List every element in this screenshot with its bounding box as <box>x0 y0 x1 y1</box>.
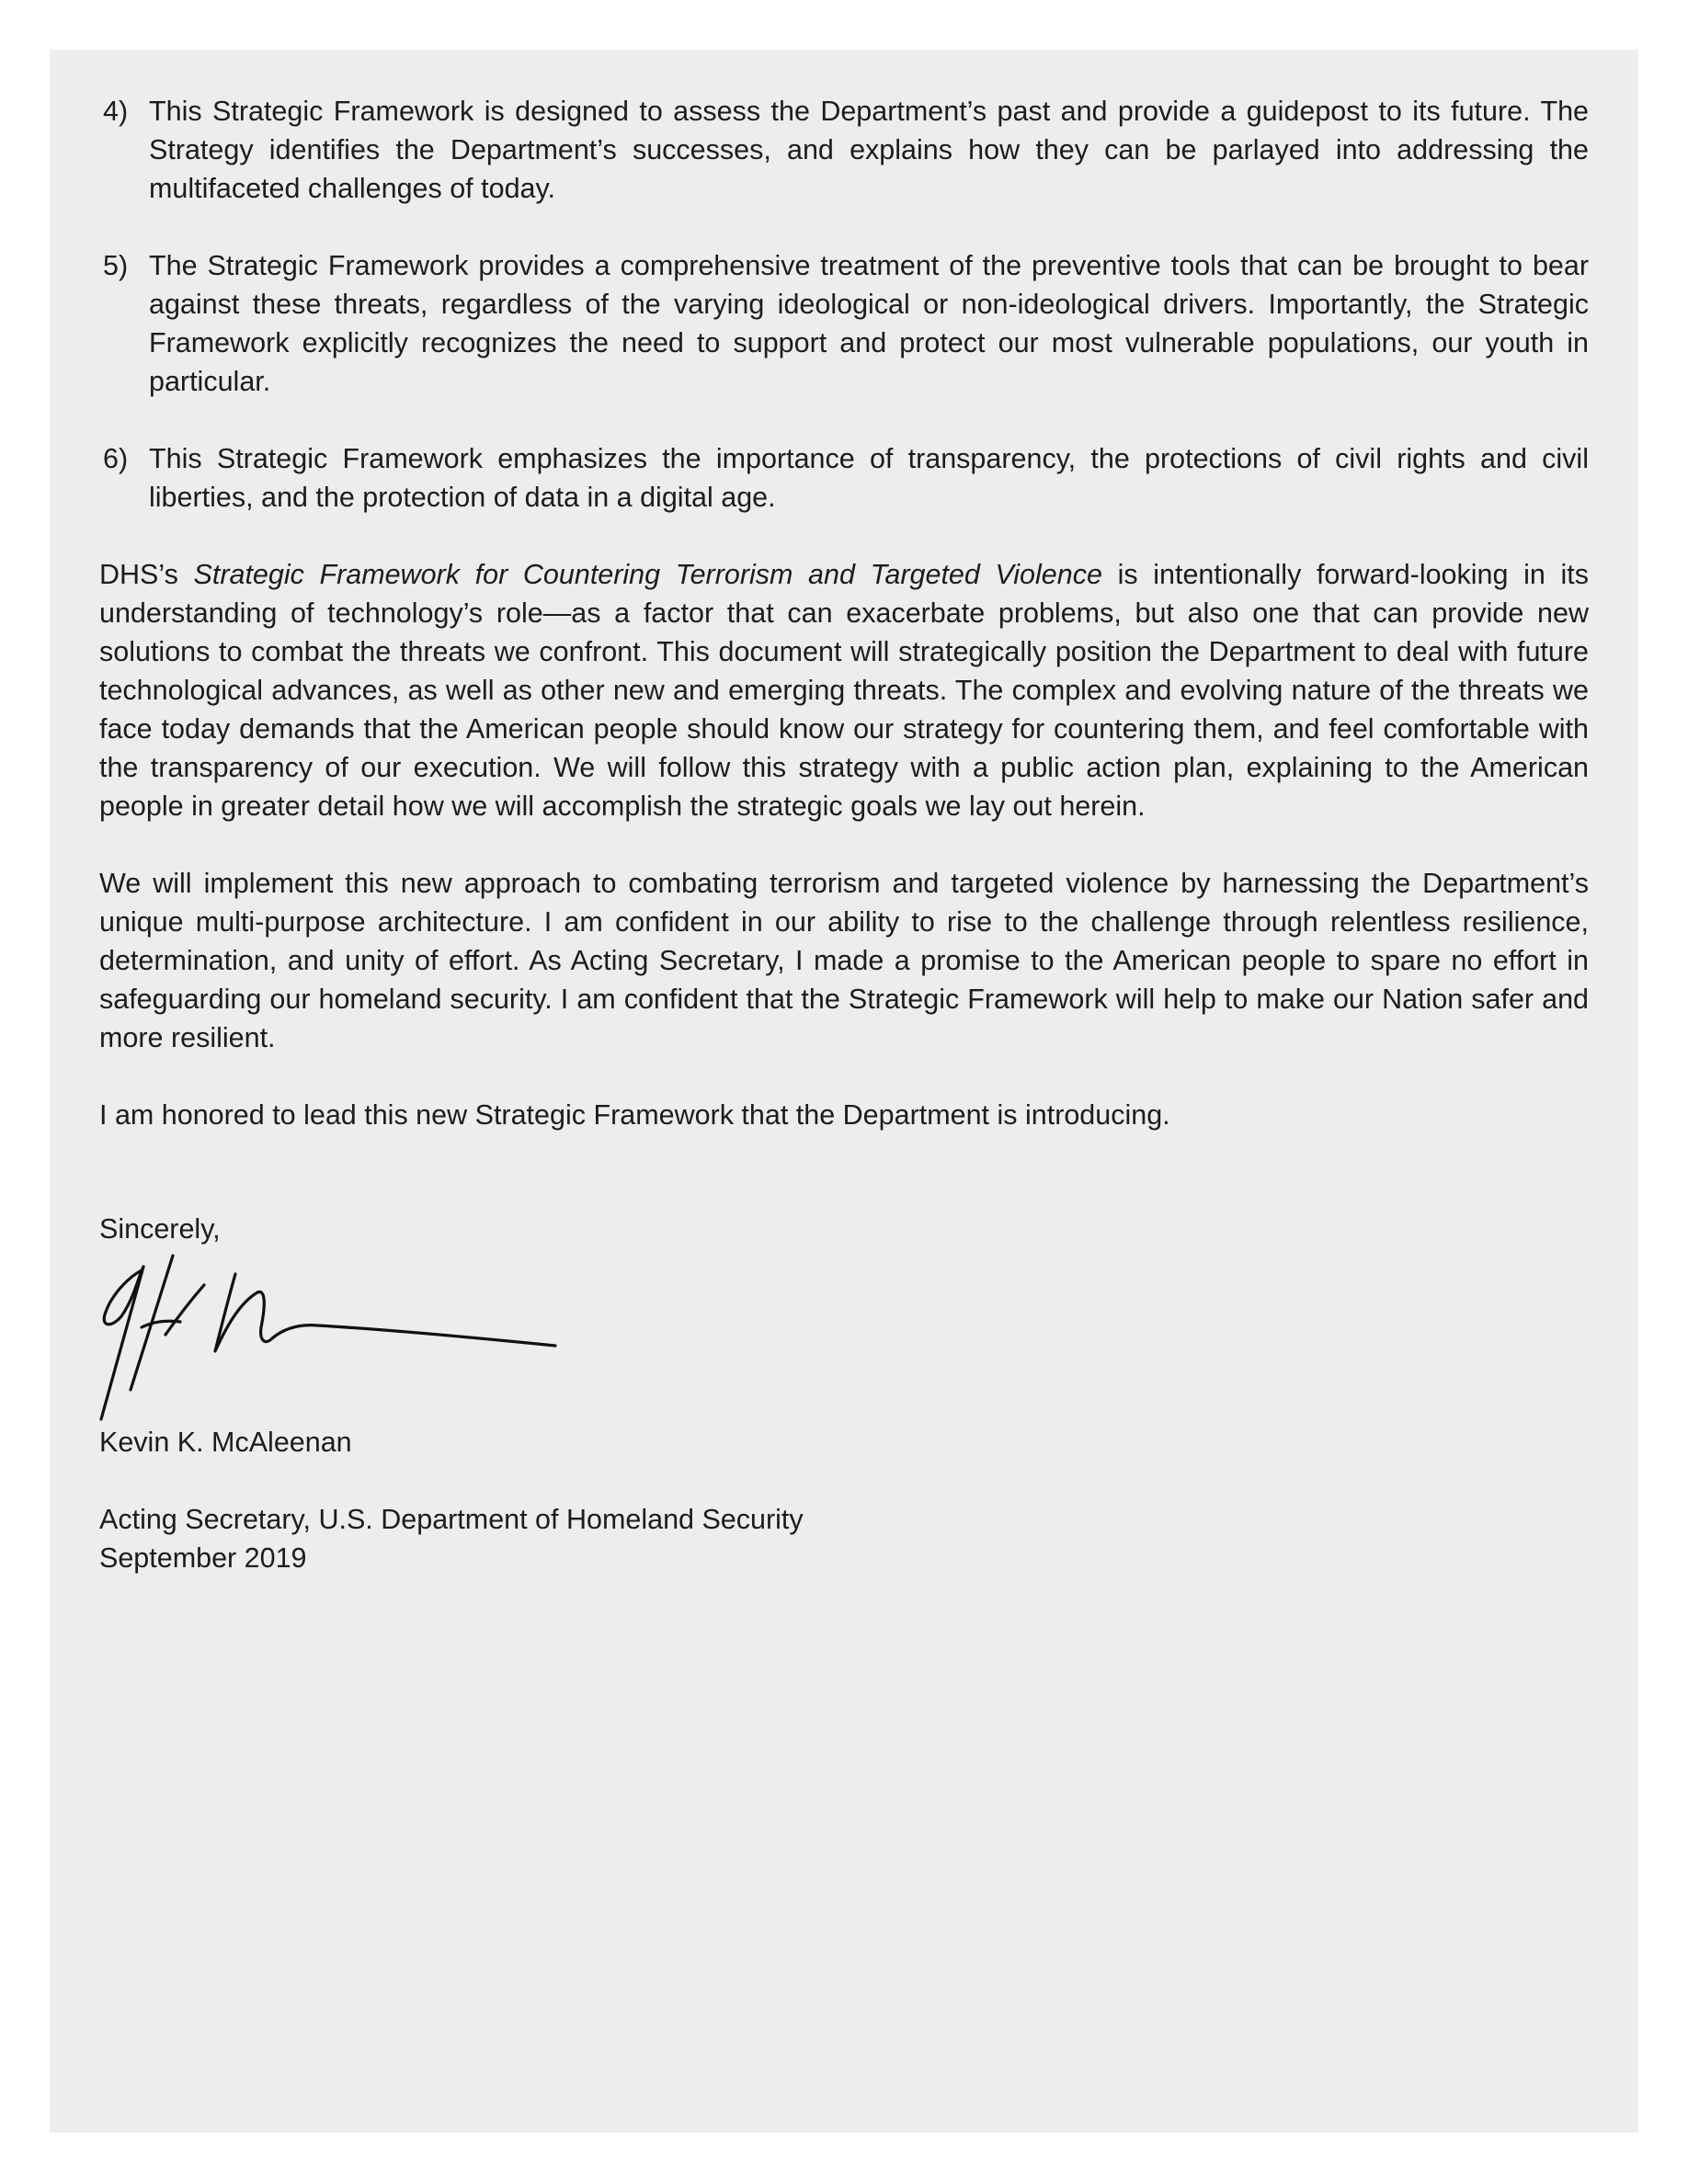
letter-date: September 2019 <box>99 1542 307 1574</box>
signer-name: Kevin K. McAleenan <box>99 1427 352 1458</box>
list-item <box>99 439 1589 517</box>
paragraph-implementation: We will implement this new approach to combating terrorism and targeted violence by harnessing the Department’s unique multi-purpose architecture. I am confident in our ability to rise to the challenge through relentless resilience, determination, and unity of effort. As Acting Secretary, I made a promise to the American people to spare no effort in safeguarding our homeland security. I am confident that the Strategic Framework will help to make our Nation safer and more resilient. <box>99 868 1589 1053</box>
paragraph-lead: DHS’s <box>99 559 194 590</box>
list-item <box>99 246 1589 401</box>
list-item-number: 5) <box>103 250 129 281</box>
list-item-text: The Strategic Framework provides a comprehensive treatment of the preventive tools that can be brought to bear against these threats, regardless of the varying ideological or non-ideological drivers. Importantly, the Strategic Framework explicitly recognizes the need to support and protect our most vulnerable populations, our youth in particular. <box>149 250 1589 397</box>
paragraph-rest: is intentionally forward-looking in its understanding of technology’s role—as a factor that can exacerbate problems, but also one that can provide new solutions to combat the threats we confront. This document will strategically position the Department to deal with future technological advances, as well as other new and emerging threats. The complex and evolving nature of the threats we face today demands that the American people should know our strategy for countering them, and feel comfortable with the transparency of our execution. We will follow this strategy with a public action plan, explaining to the American people in greater detail how we will accomplish the strategic goals we lay out herein. <box>99 559 1589 822</box>
list-item-text: This Strategic Framework emphasizes the importance of transparency, the protections of civil rights and civil liberties, and the protection of data in a digital age. <box>149 443 1589 513</box>
framework-title-italic: Strategic Framework for Countering Terrorism and Targeted Violence <box>193 559 1102 590</box>
list-item-text: This Strategic Framework is designed to assess the Department’s past and provide a guidepost to its future. The Strategy identifies the Department’s successes, and explains how they can be parlayed into addressing the multifaceted challenges of today. <box>149 96 1589 204</box>
closing: Sincerely, <box>99 1213 221 1245</box>
signer-info <box>99 1500 1589 1577</box>
letter-body <box>99 92 1589 1577</box>
signature <box>99 1252 1589 1436</box>
list-item <box>99 92 1589 208</box>
paragraph-framework-overview <box>99 555 1589 825</box>
list-item-number: 4) <box>103 96 129 127</box>
signer-title: Acting Secretary, U.S. Department of Homeland Security <box>99 1504 804 1535</box>
letter-page <box>50 50 1638 2133</box>
list-item-number: 6) <box>103 443 129 474</box>
signature-image <box>77 1252 610 1436</box>
paragraph-honored: I am honored to lead this new Strategic Framework that the Department is introducing. <box>99 1099 1170 1131</box>
